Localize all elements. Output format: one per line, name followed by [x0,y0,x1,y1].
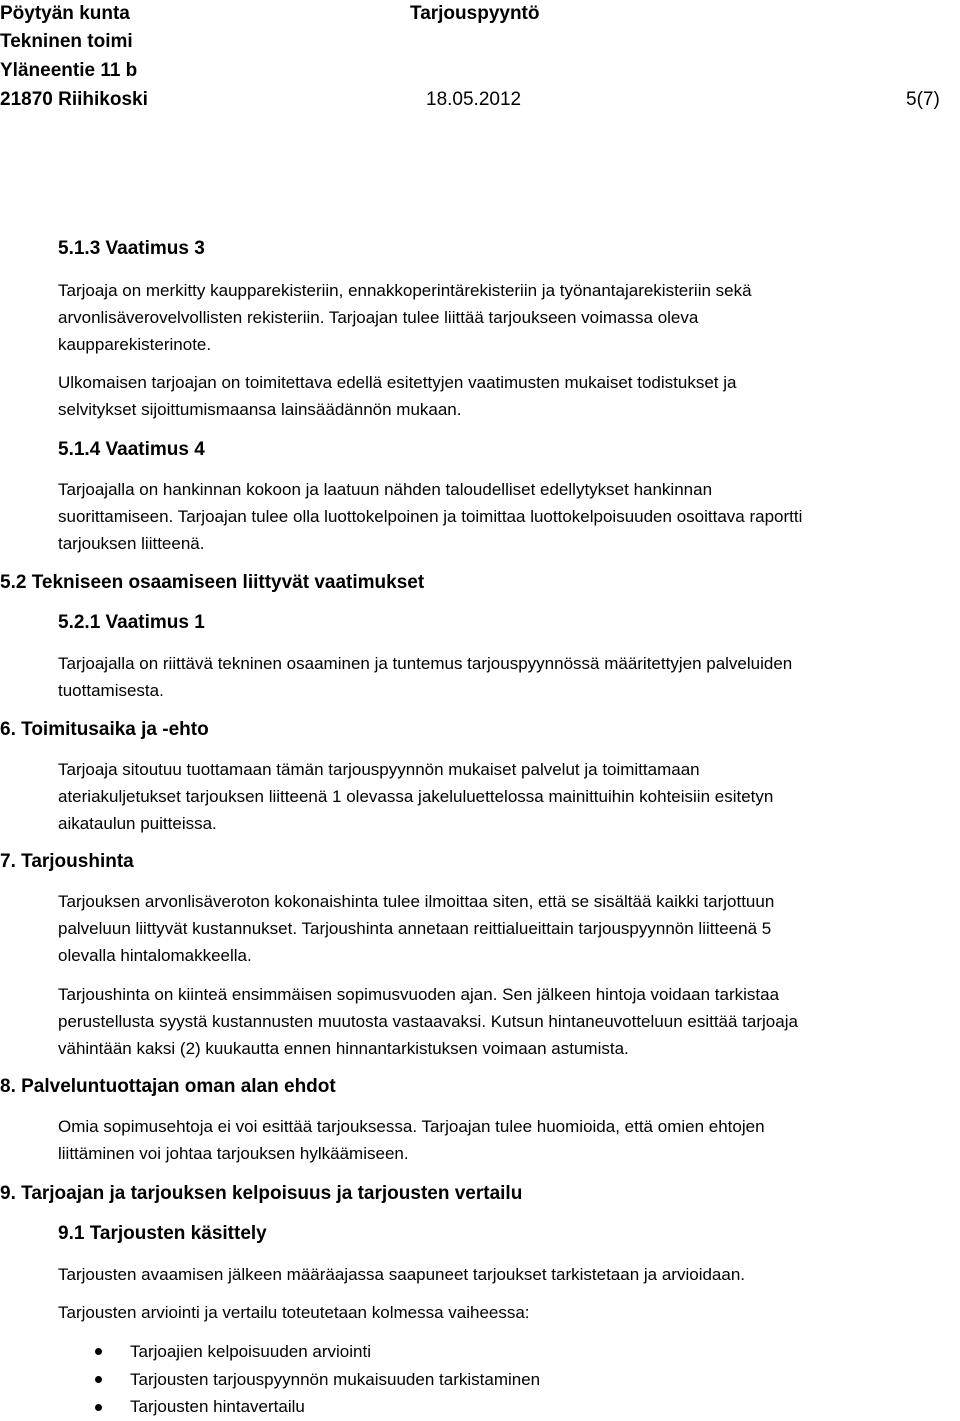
org-department: Tekninen toimi [0,31,133,52]
paragraph-line: Tarjouksen arvonlisäveroton kokonaishinta tulee ilmoittaa siten, että se sisältää kaikki tarjottuun [58,892,775,911]
paragraph-line: kaupparekisterinote. [58,335,212,354]
paragraph-line: Tarjoaja on merkitty kaupparekisteriin, ennakkoperintärekisteriin ja työnantajarekisteriin sekä [58,281,752,300]
heading-8: 8. Palveluntuottajan oman alan ehdot [0,1076,336,1097]
paragraph-line: Tarjoushinta on kiinteä ensimmäisen sopimusvuoden ajan. Sen jälkeen hintoja voidaan tarkistaa [58,985,780,1004]
heading-9: 9. Tarjoajan ja tarjouksen kelpoisuus ja tarjousten vertailu [0,1183,523,1204]
heading-5-2: 5.2 Tekniseen osaamiseen liittyvät vaatimukset [0,572,425,593]
paragraph-line: tarjouksen liitteenä. [58,534,205,553]
list-item: Tarjousten tarjouspyynnön mukaisuuden tarkistaminen [130,1370,541,1389]
org-street: Yläneentie 11 b [0,60,138,81]
org-name: Pöytyän kunta [0,3,130,24]
list-item: Tarjoajien kelpoisuuden arviointi [130,1342,371,1361]
page-number: 5(7) [906,89,940,110]
bullet-icon [95,1376,102,1383]
heading-5-1-4: 5.1.4 Vaatimus 4 [58,439,205,460]
paragraph-line: Tarjoaja sitoutuu tuottamaan tämän tarjouspyynnön mukaiset palvelut ja toimittamaan [58,760,700,779]
paragraph-line: palveluun liittyvät kustannukset. Tarjoushinta annetaan reittialueittain tarjouspyynnön liitteenä 5 [58,919,772,938]
paragraph-line: suorittamiseen. Tarjoajan tulee olla luottokelpoinen ja toimittaa luottokelpoisuuden osoittava raportti [58,507,803,526]
paragraph-line: perustellusta syystä kustannusten muutosta vastaavaksi. Kutsun hintaneuvotteluun esittää tarjoaja [58,1012,798,1031]
org-postal: 21870 Riihikoski [0,89,148,110]
paragraph-line: Tarjousten avaamisen jälkeen määräajassa saapuneet tarjoukset tarkistetaan ja arvioidaan. [58,1265,746,1284]
paragraph-line: arvonlisäverovelvollisten rekisteriin. Tarjoajan tulee liittää tarjoukseen voimassa oleva [58,308,699,327]
paragraph-line: Omia sopimusehtoja ei voi esittää tarjouksessa. Tarjoajan tulee huomioida, että omien ehtojen [58,1117,765,1136]
paragraph-line: Tarjoajalla on riittävä tekninen osaaminen ja tuntemus tarjouspyynnössä määritettyjen palveluiden [58,654,793,673]
doc-title: Tarjouspyyntö [410,3,540,24]
heading-7: 7. Tarjoushinta [0,851,134,872]
paragraph-line: olevalla hintalomakkeella. [58,946,252,965]
heading-6: 6. Toimitusaika ja -ehto [0,719,209,740]
bullet-icon [95,1348,102,1355]
heading-9-1: 9.1 Tarjousten käsittely [58,1223,267,1244]
bullet-icon [95,1404,102,1411]
heading-5-2-1: 5.2.1 Vaatimus 1 [58,612,205,633]
heading-5-1-3: 5.1.3 Vaatimus 3 [58,238,205,259]
list-item: Tarjousten hintavertailu [130,1397,305,1416]
paragraph-line: Ulkomaisen tarjoajan on toimitettava edellä esitettyjen vaatimusten mukaiset todistukset ja [58,373,737,392]
paragraph-line: selvitykset sijoittumismaansa lainsäädännön mukaan. [58,400,462,419]
paragraph-line: ateriakuljetukset tarjouksen liitteenä 1 olevassa jakeluluettelossa mainittuihin kohteisiin esitetyn [58,787,774,806]
paragraph-line: aikataulun puitteissa. [58,814,217,833]
paragraph-line: vähintään kaksi (2) kuukautta ennen hinnantarkistuksen voimaan astumista. [58,1039,629,1058]
paragraph-line: liittäminen voi johtaa tarjouksen hylkäämiseen. [58,1144,409,1163]
paragraph-line: tuottamisesta. [58,681,164,700]
paragraph-line: Tarjousten arviointi ja vertailu toteutetaan kolmessa vaiheessa: [58,1303,530,1322]
doc-date: 18.05.2012 [426,89,522,110]
paragraph-line: Tarjoajalla on hankinnan kokoon ja laatuun nähden taloudelliset edellytykset hankinnan [58,480,713,499]
